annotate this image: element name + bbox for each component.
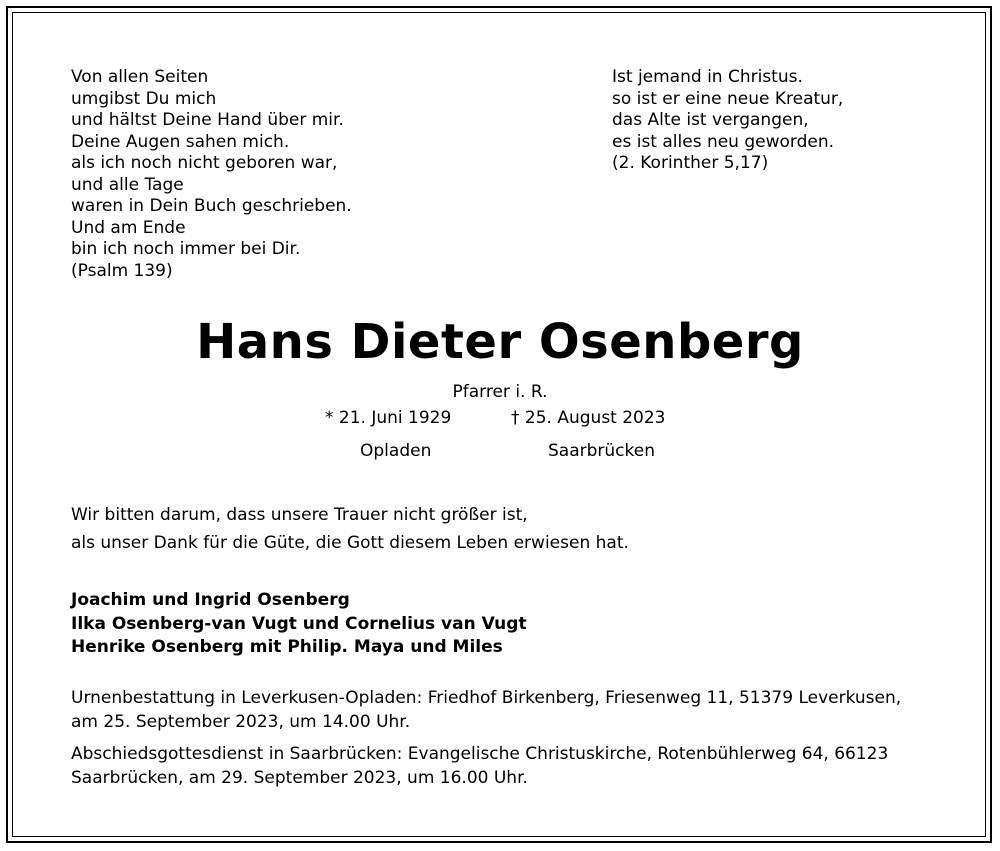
mourning-quote	[71, 501, 629, 557]
psalm-verse	[71, 67, 352, 282]
family-member: Henrike Osenberg mit Philip. Maya und Miles	[71, 637, 503, 657]
verse-line: Deine Augen sahen mich.	[71, 131, 290, 152]
notice-line: Abschiedsgottesdienst in Saarbrücken: Evangelische Christuskirche, Rotenbühlerweg 64, 66123	[71, 744, 889, 764]
family-member: Ilka Osenberg-van Vugt und Cornelius van Vugt	[71, 613, 527, 634]
verse-line: Und am Ende	[71, 217, 186, 238]
verse-line: und hältst Deine Hand über mir.	[71, 110, 344, 130]
quote-line: Wir bitten darum, dass unsere Trauer nicht größer ist,	[71, 505, 528, 525]
deceased-title: Pfarrer i. R.	[452, 382, 548, 402]
death-date: † 25. August 2023	[511, 408, 666, 428]
verse-line: umgibst Du mich	[71, 88, 217, 109]
verse-line: waren in Dein Buch geschrieben.	[71, 196, 352, 216]
service-notice	[71, 742, 888, 790]
notice-line: Saarbrücken, am 29. September 2023, um 16.00 Uhr.	[71, 768, 528, 788]
verse-line: bin ich noch immer bei Dir.	[71, 239, 301, 259]
corinthians-verse	[612, 67, 843, 175]
birth-place: Opladen	[360, 441, 432, 461]
birth-date: * 21. Juni 1929	[325, 408, 452, 428]
verse-citation: (2. Korinther 5,17)	[612, 153, 769, 173]
family-signatures	[71, 589, 527, 660]
deceased-name: Hans Dieter Osenberg	[196, 314, 804, 370]
verse-line: so ist er eine neue Kreatur,	[612, 88, 844, 109]
verse-line: Von allen Seiten	[71, 67, 209, 87]
verse-line: und alle Tage	[71, 174, 184, 195]
verse-line: es ist alles neu geworden.	[612, 131, 835, 152]
death-place: Saarbrücken	[548, 441, 655, 461]
verse-line: Ist jemand in Christus.	[612, 67, 803, 87]
quote-line: als unser Dank für die Güte, die Gott diesem Leben erwiesen hat.	[71, 533, 629, 553]
notice-line: Urnenbestattung in Leverkusen-Opladen: Friedhof Birkenberg, Friesenweg 11, 51379 Leverkusen,	[71, 688, 902, 708]
family-member: Joachim und Ingrid Osenberg	[71, 590, 350, 610]
notice-line: am 25. September 2023, um 14.00 Uhr.	[71, 712, 411, 732]
verse-line: das Alte ist vergangen,	[612, 110, 809, 130]
burial-notice	[71, 686, 901, 734]
verse-citation: (Psalm 139)	[71, 260, 173, 281]
verse-line: als ich noch nicht geboren war,	[71, 153, 338, 173]
